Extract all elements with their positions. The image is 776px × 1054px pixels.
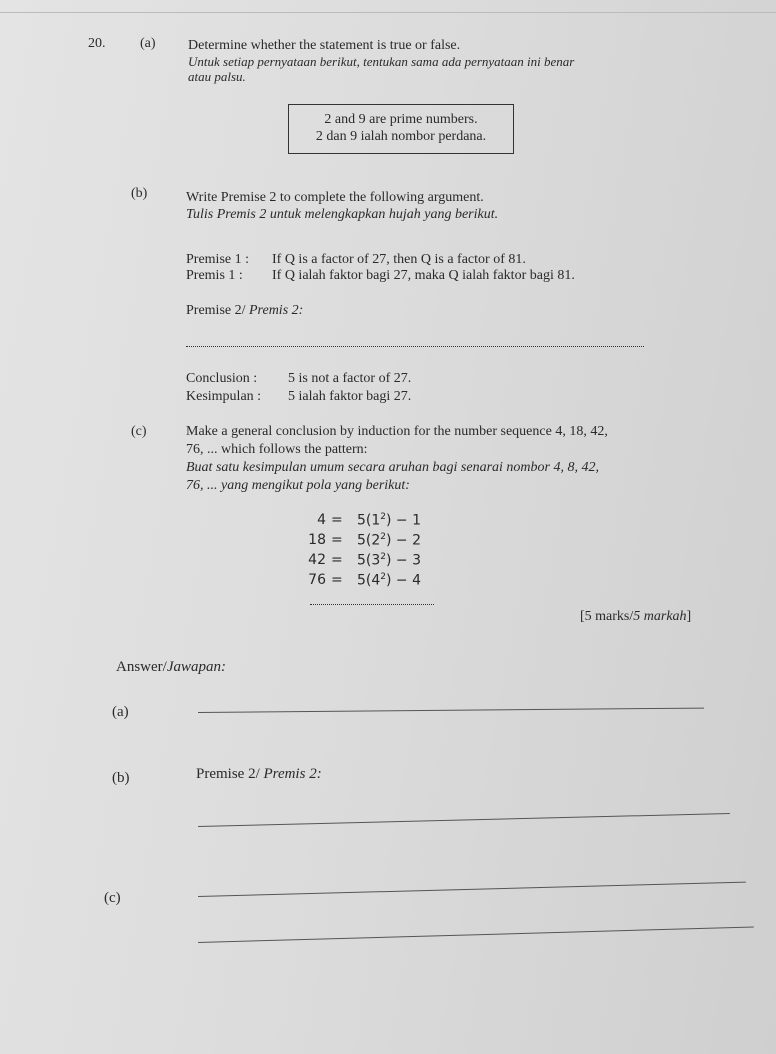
answer-c-label: (c) (104, 890, 121, 906)
equation-rhs (357, 512, 421, 529)
answer-a-label: (a) (112, 704, 129, 720)
equation-exponent: 2 (380, 512, 387, 522)
part-c-instruction-en-line1: Make a general conclusion by induction for the number sequence 4, 18, 42, (186, 424, 608, 439)
answer-b-premise-en: Premise 2/ (196, 766, 260, 782)
equation-lhs: 42 (308, 552, 326, 568)
answer-heading-ms: Jawapan: (166, 659, 226, 675)
answer-c-line-2[interactable] (198, 926, 754, 943)
equation-tail: ) − 2 (386, 532, 422, 549)
equation-lhs: 76 (308, 572, 326, 588)
statement-box (288, 104, 514, 154)
part-a-label: (a) (140, 36, 156, 51)
statement-en: 2 and 9 are prime numbers. (324, 112, 478, 127)
equation-tail: ) − 3 (386, 552, 422, 569)
premise2-ms: Premis 2: (249, 303, 304, 318)
equation-rhs (357, 572, 421, 589)
equation-exponent: 2 (380, 552, 387, 562)
marks-en: [5 marks/ (580, 609, 634, 624)
equation-equals: = (331, 532, 343, 548)
answer-heading-en: Answer/ (116, 659, 167, 675)
conclusion-label-ms: Kesimpulan : (186, 389, 262, 404)
equation-exponent: 2 (380, 532, 387, 542)
equation-tail: ) − 1 (386, 512, 422, 529)
answer-heading (116, 659, 226, 676)
answer-c-line-1[interactable] (198, 882, 746, 897)
part-a-instruction-ms-line2: atau palsu. (188, 69, 246, 84)
part-b-label: (b) (131, 186, 148, 201)
equation-base: 5(1 (357, 512, 381, 529)
answer-a-line[interactable] (198, 708, 704, 713)
conclusion-label-en: Conclusion : (186, 371, 258, 386)
equation-rhs (357, 552, 421, 569)
premise2-blank-line[interactable] (186, 346, 644, 347)
premise2-en: Premise 2/ (186, 303, 246, 318)
page-top-edge (0, 12, 776, 13)
marks-label (580, 609, 691, 625)
equation-exponent: 2 (380, 572, 387, 582)
answer-b-label: (b) (112, 770, 130, 786)
premise1-label-en: Premise 1 : (186, 252, 249, 267)
answer-b-line[interactable] (198, 813, 730, 827)
premise1-ms: If Q ialah faktor bagi 27, maka Q ialah faktor bagi 81. (272, 268, 575, 283)
equation-base: 5(3 (357, 552, 381, 569)
equation-base: 5(4 (357, 572, 381, 589)
equation-rhs (357, 532, 421, 549)
part-b-instruction-en: Write Premise 2 to complete the following argument. (186, 190, 484, 205)
equation-tail: ) − 4 (386, 572, 422, 589)
part-b-instruction-ms: Tulis Premis 2 untuk melengkapkan hujah yang berikut. (186, 207, 499, 222)
premise2-prompt (186, 303, 303, 319)
conclusion-en: 5 is not a factor of 27. (288, 371, 412, 386)
conclusion-ms: 5 ialah faktor bagi 27. (288, 389, 412, 404)
pattern-blank-line[interactable] (310, 604, 434, 605)
equation-lhs: 4 (317, 512, 326, 528)
part-c-instruction-ms-line1: Buat satu kesimpulan umum secara aruhan bagi senarai nombor 4, 8, 42, (186, 460, 599, 475)
part-a-instruction-ms-line1: Untuk setiap pernyataan berikut, tentukan sama ada pernyataan ini benar (188, 54, 575, 69)
part-a-instruction-en: Determine whether the statement is true or false. (188, 38, 461, 53)
equation-equals: = (331, 572, 343, 588)
marks-close: ] (686, 609, 692, 624)
equation-equals: = (331, 512, 343, 528)
part-c-instruction-en-line2: 76, ... which follows the pattern: (186, 442, 368, 457)
question-number: 20. (88, 36, 106, 51)
answer-b-premise-ms: Premis 2: (263, 766, 322, 782)
premise1-label-ms: Premis 1 : (186, 268, 243, 283)
part-c-label: (c) (131, 424, 147, 439)
statement-ms: 2 dan 9 ialah nombor perdana. (315, 129, 487, 144)
equation-base: 5(2 (357, 532, 381, 549)
equation-equals: = (331, 552, 343, 568)
premise1-en: If Q is a factor of 27, then Q is a factor of 81. (272, 252, 526, 267)
equation-lhs: 18 (308, 532, 326, 548)
answer-b-premise (196, 766, 322, 783)
marks-ms: 5 markah (633, 609, 687, 624)
part-c-instruction-ms-line2: 76, ... yang mengikut pola yang berikut: (186, 478, 410, 493)
